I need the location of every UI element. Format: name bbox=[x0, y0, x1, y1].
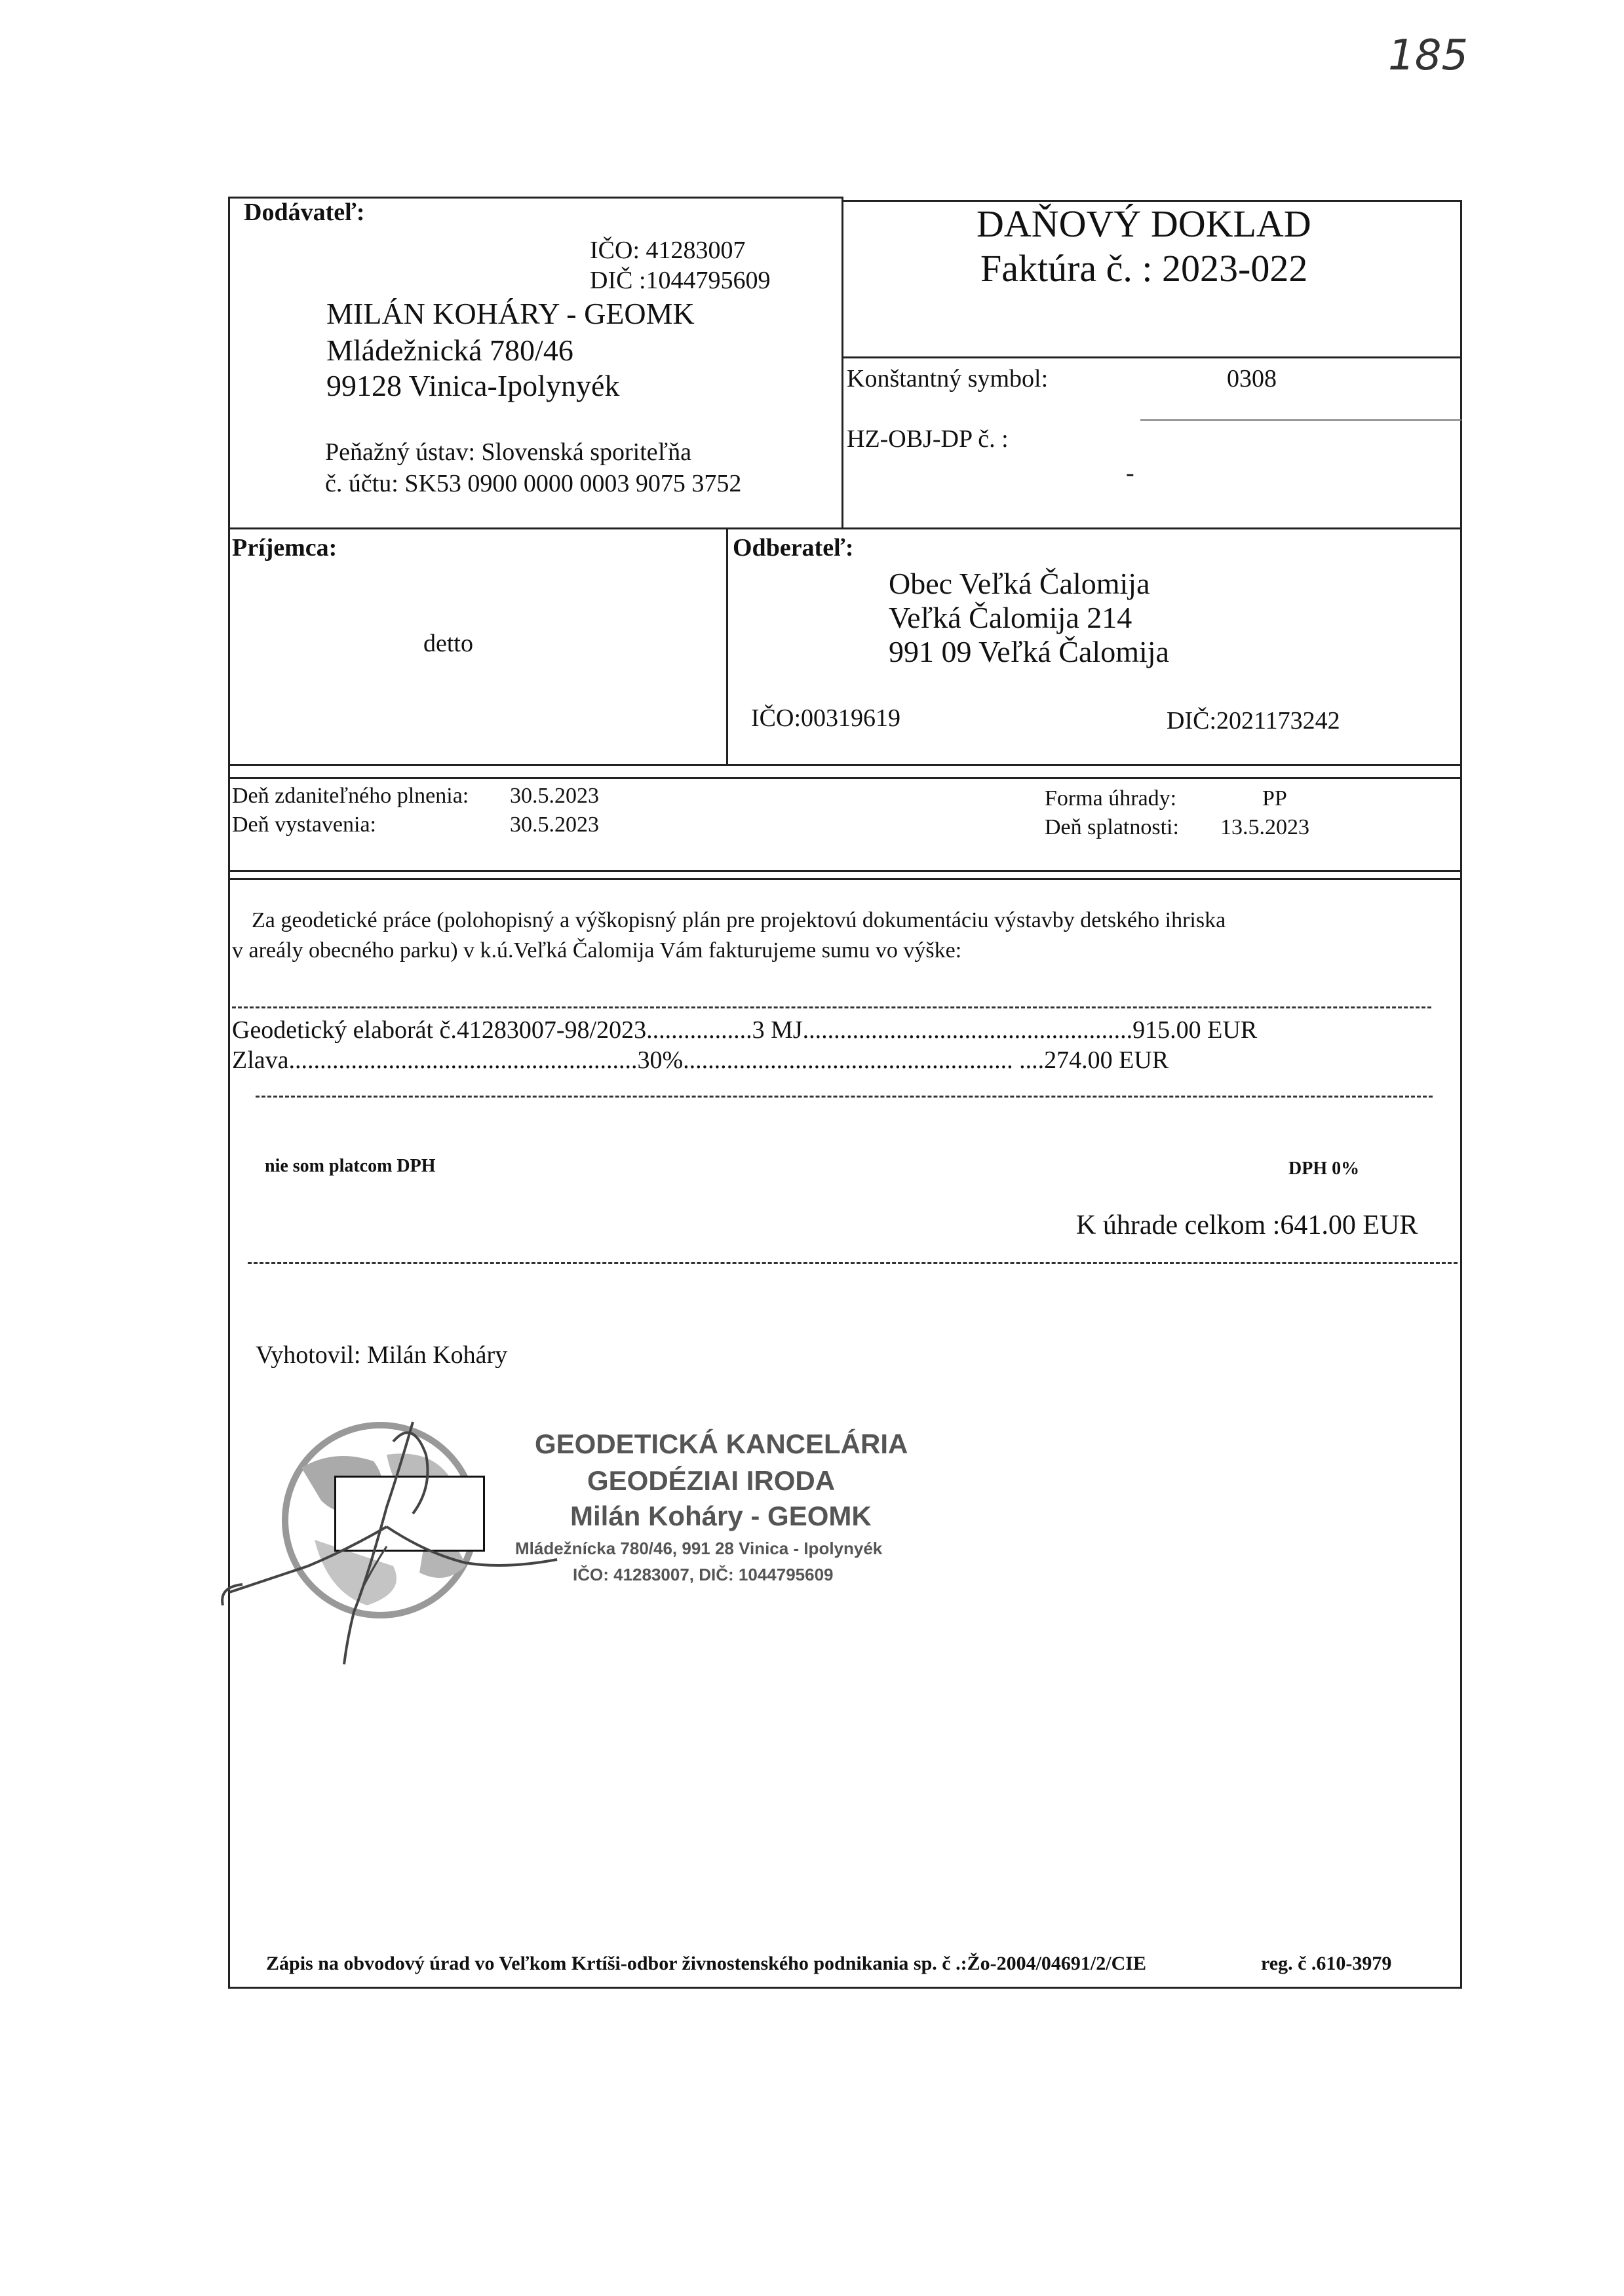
vat-note: nie som platcom DPH bbox=[265, 1156, 436, 1176]
issued-date-label: Deň vystavenia: bbox=[232, 813, 376, 837]
symbol-separator bbox=[1140, 419, 1461, 421]
customer-ico: IČO:00319619 bbox=[751, 704, 900, 732]
recipient-customer-divider bbox=[726, 527, 728, 766]
recipient-label: Príjemca: bbox=[232, 534, 338, 562]
supplier-street: Mládežnická 780/46 bbox=[326, 334, 573, 367]
header-bottom-line bbox=[228, 527, 1462, 529]
frame-right bbox=[1460, 200, 1462, 1989]
supplier-ico: IČO: 41283007 bbox=[590, 237, 746, 264]
stamp-line-2: GEODÉZIAI IRODA bbox=[587, 1465, 836, 1496]
dates-box-bottom bbox=[228, 870, 1462, 872]
due-date-value: 13.5.2023 bbox=[1220, 815, 1309, 839]
customer-box-bottom bbox=[228, 764, 1462, 766]
items-separator-bottom bbox=[256, 1096, 1433, 1098]
supplier-label: Dodávateľ: bbox=[244, 199, 365, 226]
supplier-account: č. účtu: SK53 0900 0000 0003 9075 3752 bbox=[325, 470, 742, 497]
constant-symbol-value: 0308 bbox=[1227, 365, 1277, 392]
customer-city: 991 09 Veľká Čalomija bbox=[889, 635, 1169, 668]
item-row-2: Zlava........................................................30%..................................................... ....274.00 EUR bbox=[232, 1046, 1169, 1074]
issued-date-value: 30.5.2023 bbox=[510, 813, 599, 837]
item-row-1: Geodetický elaborát č.41283007-98/2023.................3 MJ.....................................................915.00 EUR bbox=[232, 1016, 1258, 1044]
customer-street: Veľká Čalomija 214 bbox=[889, 601, 1132, 634]
description-line-1: Za geodetické práce (polohopisný a výškopisný plán pre projektovú dokumentáciu výstavby detského ihriska bbox=[252, 908, 1226, 932]
frame-bottom bbox=[228, 1987, 1462, 1989]
payment-form-value: PP bbox=[1262, 786, 1287, 811]
constant-symbol-label: Konštantný symbol: bbox=[847, 365, 1049, 392]
payment-form-label: Forma úhrady: bbox=[1045, 786, 1177, 811]
stamp-line-3: Milán Koháry - GEOMK bbox=[570, 1501, 872, 1531]
taxable-date-label: Deň zdaniteľného plnenia: bbox=[232, 784, 469, 808]
supplier-city: 99128 Vinica-Ipolynyék bbox=[326, 369, 620, 402]
customer-name: Obec Veľká Čalomija bbox=[889, 567, 1150, 600]
description-box-top bbox=[228, 878, 1462, 880]
document-type: DAŇOVÝ DOKLAD bbox=[976, 202, 1311, 245]
footer-registration: Zápis na obvodový úrad vo Veľkom Krtíši-odbor živnostenského podnikania sp. č .:Žo-2004/04691/2/CIE bbox=[266, 1953, 1146, 1974]
supplier-bank: Peňažný ústav: Slovenská sporiteľňa bbox=[325, 438, 691, 466]
recipient-value: detto bbox=[423, 630, 473, 657]
customer-dic: DIČ:2021173242 bbox=[1167, 707, 1340, 735]
stamp-line-4: Mládežnícka 780/46, 991 28 Vinica - Ipolynyék bbox=[515, 1539, 883, 1558]
dates-box-top bbox=[228, 777, 1462, 779]
taxable-date-value: 30.5.2023 bbox=[510, 784, 599, 808]
due-date-label: Deň splatnosti: bbox=[1045, 815, 1179, 839]
customer-label: Odberateľ: bbox=[733, 534, 854, 562]
description-line-2: v areály obecného parku) v k.ú.Veľká Čalomija Vám fakturujeme sumu vo výške: bbox=[232, 938, 962, 963]
items-separator-top bbox=[232, 1006, 1431, 1008]
supplier-dic: DIČ :1044795609 bbox=[590, 267, 771, 294]
total-due: K úhrade celkom :641.00 EUR bbox=[1076, 1210, 1418, 1240]
page-number: 185 bbox=[1388, 31, 1469, 80]
stamp-line-1: GEODETICKÁ KANCELÁRIA bbox=[535, 1428, 908, 1459]
frame-left bbox=[228, 197, 230, 1989]
title-box-bottom bbox=[841, 356, 1461, 358]
order-number-label: HZ-OBJ-DP č. : bbox=[847, 425, 1009, 453]
supplier-name: MILÁN KOHÁRY - GEOMK bbox=[326, 297, 695, 330]
stamp-line-5: IČO: 41283007, DIČ: 1044795609 bbox=[573, 1565, 834, 1584]
order-number-value: - bbox=[1126, 459, 1134, 487]
supplier-box-right bbox=[841, 197, 843, 529]
footer-reg-number: reg. č .610-3979 bbox=[1261, 1953, 1392, 1974]
vat-rate: DPH 0% bbox=[1288, 1158, 1360, 1179]
prepared-by: Vyhotovil: Milán Koháry bbox=[256, 1341, 508, 1369]
total-separator bbox=[248, 1262, 1458, 1264]
invoice-number: Faktúra č. : 2023-022 bbox=[980, 247, 1308, 290]
